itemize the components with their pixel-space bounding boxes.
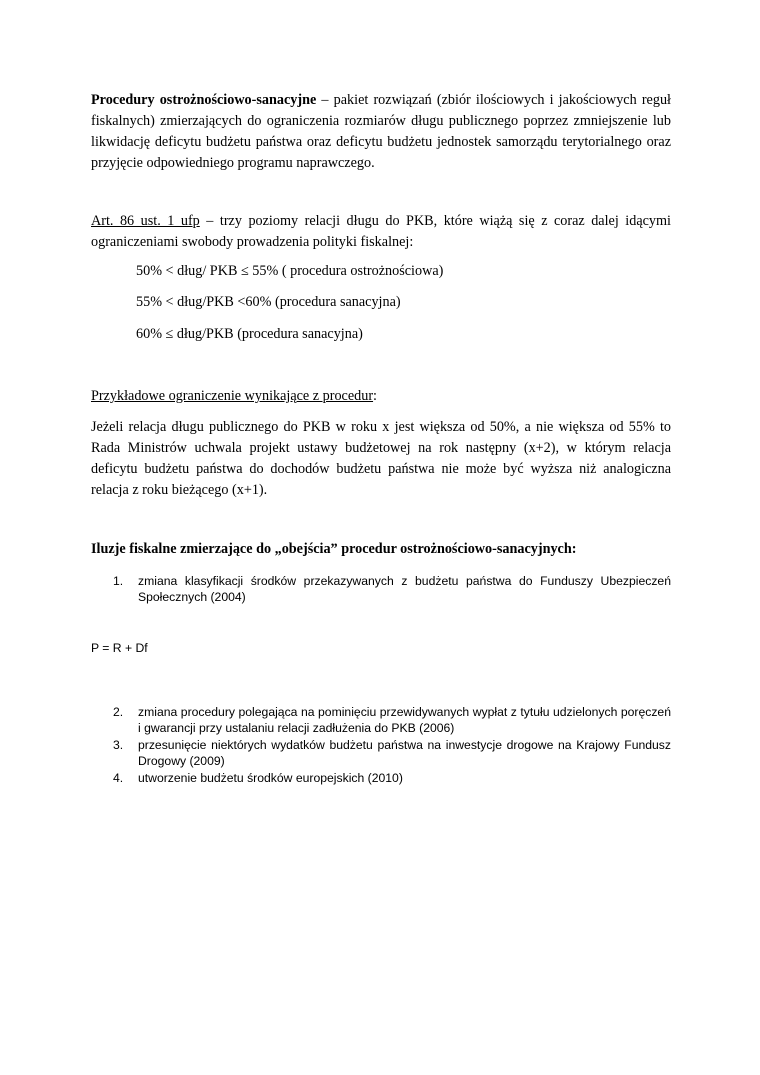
list-item-text: utworzenie budżetu środków europejskich (2010) <box>138 771 403 785</box>
threshold-line-2: 55% < dług/PKB <60% (procedura sanacyjna) <box>136 294 401 310</box>
article-paragraph <box>91 211 671 253</box>
threshold-line-3: 60% ≤ dług/PKB (procedura sanacyjna) <box>136 326 363 342</box>
illusions-heading <box>91 539 671 560</box>
example-heading-suffix: : <box>373 388 377 404</box>
illusions-list-part-1 <box>91 573 671 606</box>
definition-paragraph <box>91 90 671 174</box>
definition-term: Procedury ostrożnościowo-sanacyjne <box>91 92 317 108</box>
definition-text: – pakiet rozwiązań (zbiór ilościowych i jakościowych reguł fiskalnych) zmierzających do ograniczenia rozmiarów długu publicznego poprzez zmniejszenie lub likwidację deficytu budżetu państwa oraz deficytu budżetu jednostek samorządu terytorialnego oraz przyjęcie odpowiedniego programu naprawczego. <box>91 92 671 171</box>
article-text: – trzy poziomy relacji długu do PKB, które wiążą się z coraz dalej idącymi ograniczeniami swobody prowadzenia polityki fiskalnej: <box>91 213 671 250</box>
illusions-heading-text: Iluzje fiskalne zmierzające do „obejścia” procedur ostrożnościowo-sanacyjnych: <box>91 541 577 557</box>
illusions-list-part-2 <box>91 704 671 787</box>
list-item-number: 4. <box>113 771 124 785</box>
example-heading <box>91 386 671 407</box>
list-item-number: 3. <box>113 738 124 752</box>
list-item-text: zmiana procedury polegająca na pominięciu przewidywanych wypłat z tytułu udzielonych poręczeń i gwarancji przy ustalaniu relacji zadłużenia do PKB (2006) <box>138 705 671 735</box>
list-item <box>91 737 671 769</box>
list-item-number: 2. <box>113 705 124 719</box>
list-item-text: przesunięcie niektórych wydatków budżetu państwa na inwestycje drogowe na Krajowy Fundusz Drogowy (2009) <box>138 738 671 768</box>
list-item <box>91 704 671 736</box>
list-item <box>91 770 671 786</box>
threshold-line-1: 50% < dług/ PKB ≤ 55% ( procedura ostrożnościowa) <box>136 263 444 279</box>
list-item-number: 1. <box>113 574 124 588</box>
list-item-text: zmiana klasyfikacji środków przekazywanych z budżetu państwa do Funduszy Ubezpieczeń Społecznych (2004) <box>138 574 671 604</box>
example-paragraph: Jeżeli relacja długu publicznego do PKB w roku x jest większa od 50%, a nie większa od 55% to Rada Ministrów uchwala projekt ustawy budżetowej na rok następny (x+2), w którym relacja deficytu budżetu państwa do dochodów budżetu państwa nie może być wyższa niż analogiczna relacja z roku bieżącego (x+1). <box>91 419 671 498</box>
example-heading-text: Przykładowe ograniczenie wynikające z procedur <box>91 388 374 404</box>
formula: P = R + Df <box>91 641 148 655</box>
list-item <box>91 573 671 605</box>
article-reference: Art. 86 ust. 1 ufp <box>91 213 200 229</box>
